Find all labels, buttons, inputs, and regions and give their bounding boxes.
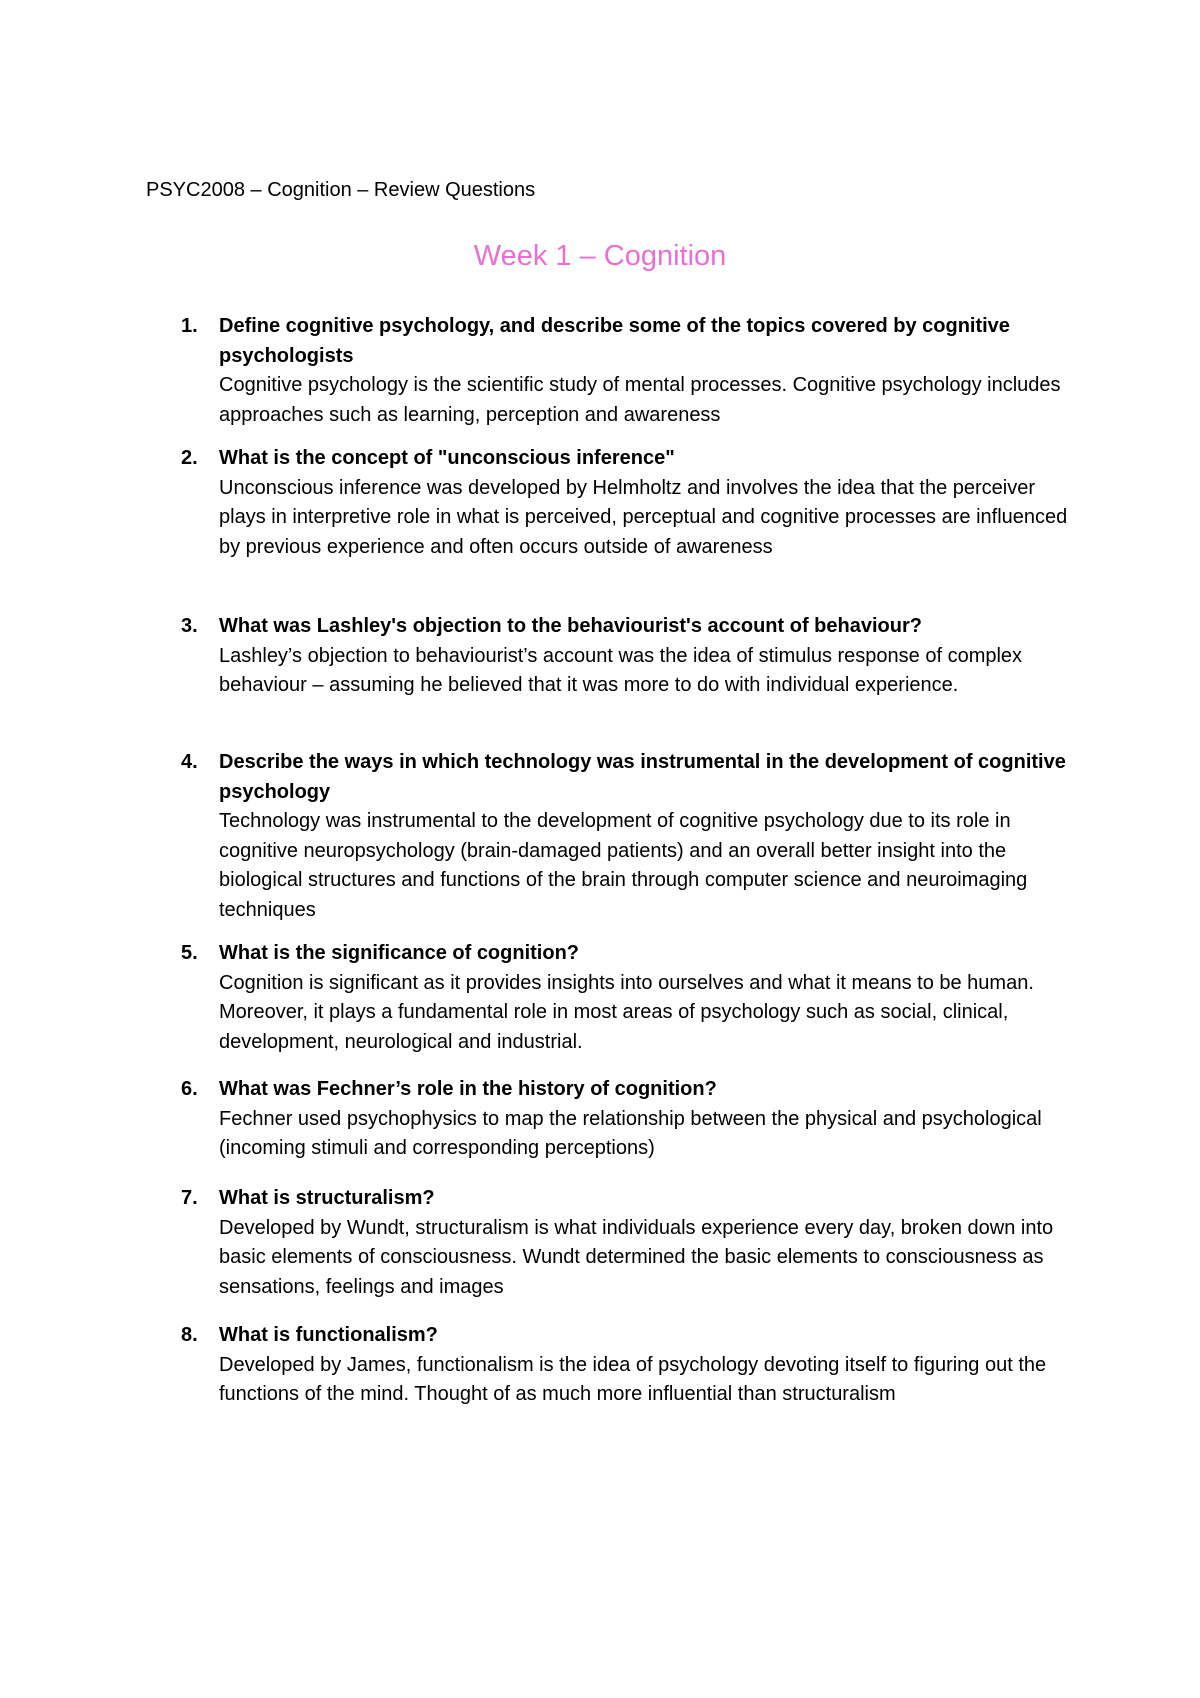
answer-text: Cognition is significant as it provides insights into ourselves and what it means to be human. Moreover, it plays a fundamental role in most areas of psychology such as social, clinical, development, neurological and industrial. — [219, 971, 1034, 1053]
answer-text: Lashley’s objection to behaviourist’s account was the idea of stimulus response of complex behaviour – assuming he believed that it was more to do with individual experience. — [219, 644, 1023, 697]
question-item — [0, 939, 1069, 1057]
question-item — [0, 1075, 1069, 1164]
question-number: 6. — [181, 1078, 198, 1100]
question-number: 3. — [181, 615, 198, 637]
question-item — [0, 748, 1069, 926]
question-number: 2. — [181, 447, 198, 469]
answer-text: Developed by James, functionalism is the idea of psychology devoting itself to figuring out the functions of the mind. Thought of as much more influential than structuralism — [219, 1353, 1047, 1406]
question-number: 8. — [181, 1324, 198, 1346]
question-item — [0, 1184, 1069, 1302]
answer-text: Technology was instrumental to the development of cognitive psychology due to its role in cognitive neuropsychology (brain-damaged patients) and an overall better insight into the biological structures and functions of the brain through computer science and neuroimaging techniques — [219, 810, 1028, 921]
question-number: 4. — [181, 751, 198, 773]
week-title: Week 1 – Cognition — [473, 240, 727, 272]
question-number: 5. — [181, 942, 198, 964]
question-text: What is functionalism? — [219, 1324, 438, 1346]
question-number: 7. — [181, 1187, 198, 1209]
question-text: Define cognitive psychology, and describe some of the topics covered by cognitive psychologists — [219, 315, 1010, 367]
question-text: What was Fechner’s role in the history of cognition? — [219, 1078, 717, 1100]
question-item — [0, 612, 1069, 701]
question-text: What is the concept of "unconscious inference" — [219, 447, 675, 469]
answer-text: Fechner used psychophysics to map the relationship between the physical and psychological (incoming stimuli and corresponding perceptions) — [219, 1107, 1042, 1160]
question-text: Describe the ways in which technology was instrumental in the development of cognitive psychology — [219, 751, 1066, 803]
answer-text: Cognitive psychology is the scientific study of mental processes. Cognitive psychology includes approaches such as learning, perception and awareness — [219, 374, 1061, 426]
question-text: What was Lashley's objection to the behaviourist's account of behaviour? — [219, 615, 922, 637]
question-item — [0, 444, 1069, 562]
question-text: What is the significance of cognition? — [219, 942, 580, 964]
question-number: 1. — [181, 315, 198, 337]
question-item — [0, 312, 1069, 430]
question-text: What is structuralism? — [219, 1187, 435, 1209]
answer-text: Unconscious inference was developed by Helmholtz and involves the idea that the perceiver plays in interpretive role in what is perceived, perceptual and cognitive processes are influenced by previous experience and often occurs outside of awareness — [219, 476, 1068, 558]
document-header: PSYC2008 – Cognition – Review Questions — [146, 179, 536, 201]
question-item — [0, 1321, 1069, 1410]
answer-text: Developed by Wundt, structuralism is what individuals experience every day, broken down into basic elements of consciousness. Wundt determined the basic elements to consciousness as sensations, feelings and images — [219, 1216, 1054, 1298]
